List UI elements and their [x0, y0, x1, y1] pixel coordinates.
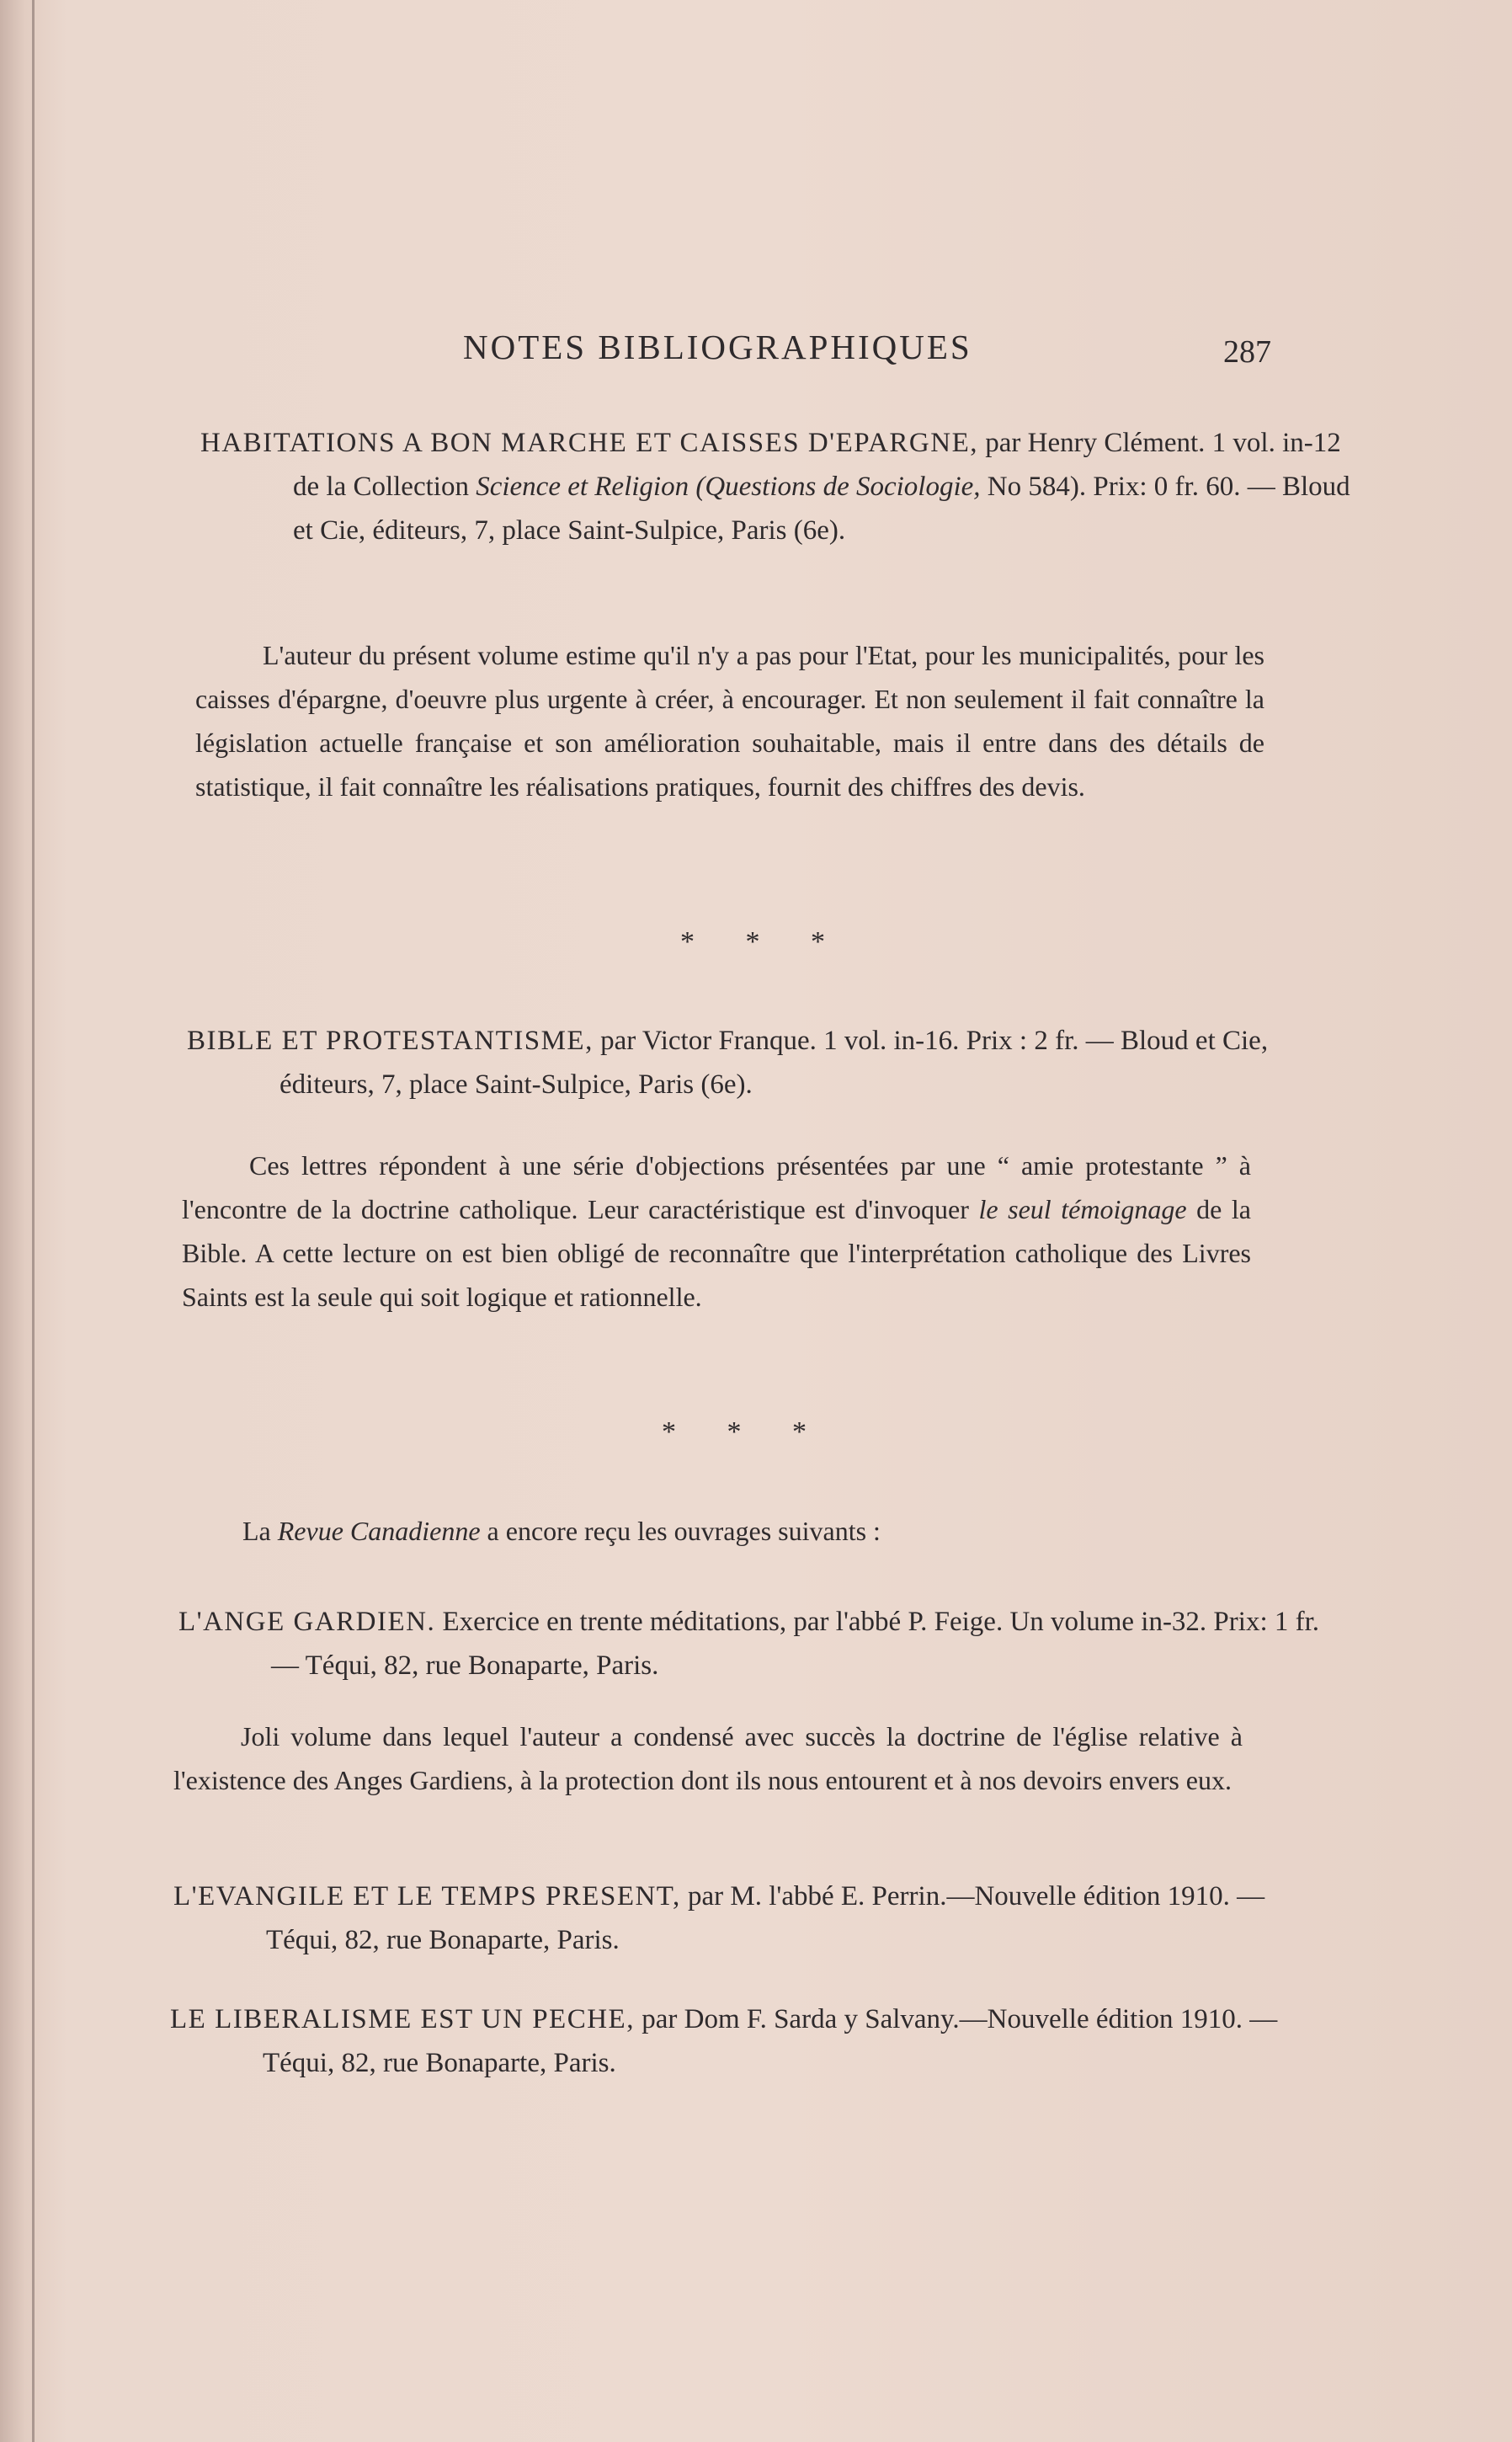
entry-liberalisme-citation	[170, 1997, 1332, 2085]
entry-evangile-biblio: par M. l'abbé E. Perrin.—Nouvelle édition 1910. — Téqui, 82, rue Bonaparte, Paris.	[266, 1881, 1265, 1955]
entry-bible-review-b: de la Bible. A cette lecture on est bien obligé de reconnaître que l'interprétation catholique des Livres Saints est la seule qui soit logique et rationnelle.	[182, 1194, 1251, 1312]
section-separator-1: * * *	[680, 926, 847, 957]
entry-ange-biblio: Exercice en trente méditations, par l'abbé P. Feige. Un volume in-32. Prix: 1 fr. — Téqui, 82, rue Bonaparte, Paris.	[271, 1607, 1320, 1681]
entry-bible-review-a: Ces lettres répondent à une série d'objections présentées par une “ amie protestante ” à l'encontre de la doctrine catholique. Leur caractéristique est d'invoquer	[182, 1150, 1251, 1224]
entry-bible-biblio: par Victor Franque. 1 vol. in-16. Prix : 2 fr. — Bloud et Cie, éditeurs, 7, place Saint-Sulpice, Paris (6e).	[280, 1026, 1269, 1100]
page-spine-shadow	[32, 0, 35, 2442]
received-suffix: a encore reçu les ouvrages suivants :	[480, 1516, 881, 1546]
entry-bible-citation	[187, 1019, 1357, 1106]
entry-habitations-biblio-b: No 584). Prix: 0 fr. 60. — Bloud et Cie, éditeurs, 7, place Saint-Sulpice, Paris (6e).	[293, 472, 1350, 546]
entry-habitations-series: Science et Religion (Questions de Sociologie,	[476, 472, 981, 502]
section-separator-2: * * *	[662, 1416, 828, 1448]
entry-evangile-citation	[173, 1874, 1335, 1962]
entry-habitations-citation	[200, 421, 1362, 552]
entry-habitations-biblio-a: par Henry Clément. 1 vol. in-12 de la Collection	[293, 428, 1341, 502]
entry-ange-title: L'ANGE GARDIEN.	[178, 1607, 436, 1637]
entry-bible-review	[182, 1144, 1251, 1319]
entry-habitations-review: L'auteur du présent volume estime qu'il n'y a pas pour l'Etat, pour les municipalités, pour les caisses d'épargne, d'oeuvre plus urgente à créer, à encourager. Et non seulement il fait connaître la législation actuelle française et son amélioration souhaitable, mais il entre dans des détails de statistique, il fait connaître les réalisations pratiques, fournit des chiffres des devis.	[195, 640, 1264, 802]
entry-ange-citation	[178, 1600, 1340, 1688]
entry-liberalisme-biblio: par Dom F. Sarda y Salvany.—Nouvelle édition 1910. — Téqui, 82, rue Bonaparte, Paris.	[263, 2004, 1278, 2078]
received-works-intro	[242, 1509, 1253, 1553]
received-prefix: La	[242, 1516, 278, 1546]
entry-bible-review-italic: le seul témoignage	[978, 1194, 1187, 1224]
entry-bible-title: BIBLE ET PROTESTANTISME,	[187, 1026, 594, 1056]
entry-liberalisme-title: LE LIBERALISME EST UN PECHE,	[170, 2004, 635, 2034]
page-number: 287	[1223, 334, 1271, 370]
received-journal: Revue Canadienne	[277, 1516, 481, 1546]
page-header	[463, 327, 1271, 374]
entry-ange-review: Joli volume dans lequel l'auteur a condensé avec succès la doctrine de l'église relative à l'existence des Anges Gardiens, à la protection dont ils nous entourent et à nos devoirs envers eux.	[173, 1721, 1243, 1795]
running-title: NOTES BIBLIOGRAPHIQUES	[463, 328, 972, 366]
entry-habitations-title: HABITATIONS A BON MARCHE ET CAISSES D'EPARGNE,	[200, 428, 979, 458]
entry-evangile-title: L'EVANGILE ET LE TEMPS PRESENT,	[173, 1881, 681, 1911]
